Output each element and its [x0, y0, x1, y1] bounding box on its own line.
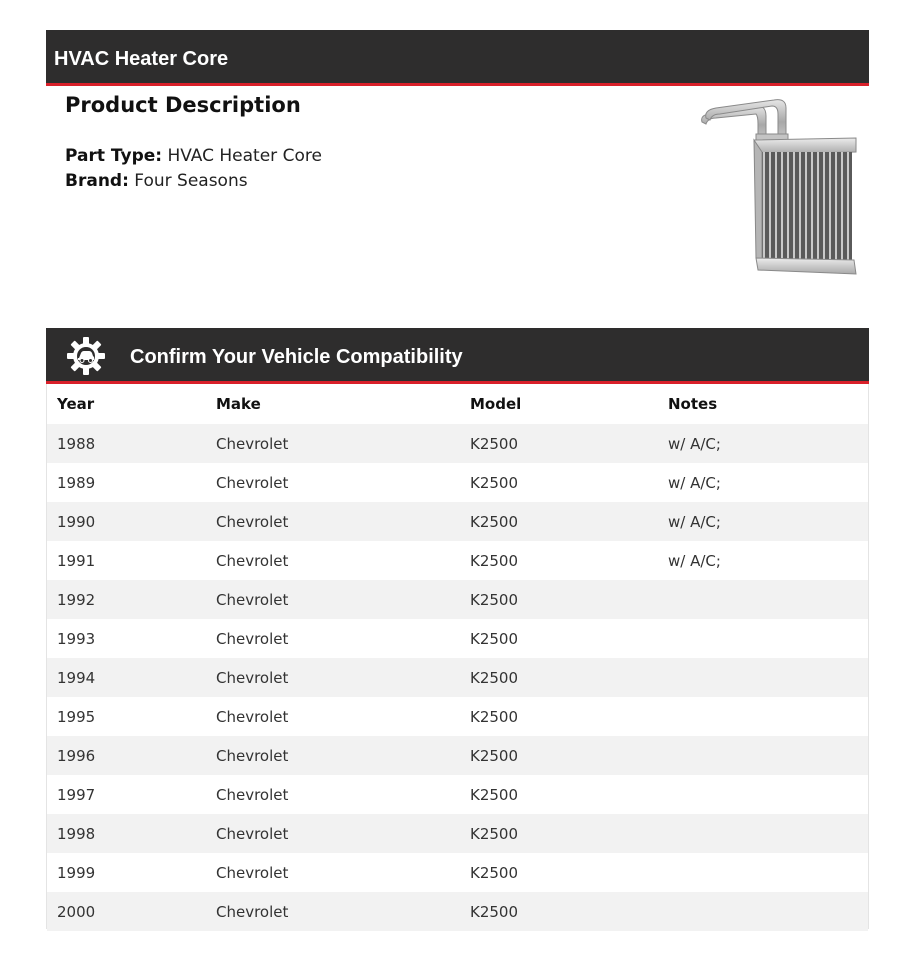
cell-year: 1995: [57, 707, 96, 726]
table-row: [47, 424, 868, 463]
cell-year: 1993: [57, 629, 96, 648]
column-header-model: Model: [470, 395, 522, 413]
cell-year: 2000: [57, 902, 96, 921]
table-header-row: [47, 384, 868, 424]
table-row: [47, 853, 868, 892]
cell-notes: [658, 697, 868, 736]
compatibility-bar: [46, 328, 869, 384]
cell-model: K2500: [470, 707, 519, 726]
cell-year: 1989: [57, 473, 96, 492]
cell-model: K2500: [470, 629, 519, 648]
table-row: [47, 736, 868, 775]
cell-notes: [658, 619, 868, 658]
column-header-year: Year: [57, 395, 95, 413]
cell-model: K2500: [470, 863, 519, 882]
cell-model: K2500: [470, 785, 519, 804]
page-title: HVAC Heater Core: [54, 48, 229, 70]
cell-year: 1998: [57, 824, 96, 843]
column-header-make: Make: [216, 395, 261, 413]
cell-make: Chevrolet: [216, 551, 289, 570]
cell-make: Chevrolet: [216, 863, 289, 882]
cell-model: K2500: [470, 746, 519, 765]
cell-year: 1999: [57, 863, 96, 882]
cell-year: 1997: [57, 785, 96, 804]
cell-model: K2500: [470, 434, 519, 453]
heater-core-image: [696, 94, 858, 284]
compatibility-table: [46, 384, 869, 929]
cell-make: Chevrolet: [216, 902, 289, 921]
cell-make: Chevrolet: [216, 590, 289, 609]
cell-make: Chevrolet: [216, 512, 289, 531]
table-row: [47, 619, 868, 658]
cell-year: 1990: [57, 512, 96, 531]
table-row: [47, 463, 868, 502]
cell-year: 1992: [57, 590, 96, 609]
brand-label: Brand:: [65, 171, 129, 191]
column-header-notes: Notes: [668, 395, 718, 413]
gear-car-icon: [66, 336, 106, 376]
cell-make: Chevrolet: [216, 707, 289, 726]
cell-make: Chevrolet: [216, 746, 289, 765]
description-heading: Product Description: [65, 93, 301, 117]
cell-year: 1994: [57, 668, 96, 687]
table-row: [47, 775, 868, 814]
table-row: [47, 658, 868, 697]
cell-model: K2500: [470, 824, 519, 843]
cell-model: K2500: [470, 902, 519, 921]
cell-notes: w/ A/C;: [668, 434, 721, 453]
cell-notes: [658, 658, 868, 697]
cell-year: 1996: [57, 746, 96, 765]
cell-model: K2500: [470, 473, 519, 492]
brand-row: [65, 171, 248, 191]
table-row: [47, 697, 868, 736]
cell-model: K2500: [470, 668, 519, 687]
cell-notes: [658, 892, 868, 931]
part-type-value: HVAC Heater Core: [167, 146, 322, 166]
cell-notes: w/ A/C;: [668, 473, 721, 492]
cell-notes: [658, 775, 868, 814]
table-row: [47, 814, 868, 853]
cell-make: Chevrolet: [216, 434, 289, 453]
table-row: [47, 541, 868, 580]
table-row: [47, 580, 868, 619]
cell-notes: [658, 853, 868, 892]
table-row: [47, 502, 868, 541]
cell-year: 1988: [57, 434, 96, 453]
cell-notes: [658, 814, 868, 853]
cell-make: Chevrolet: [216, 668, 289, 687]
cell-make: Chevrolet: [216, 785, 289, 804]
brand-value: Four Seasons: [134, 171, 248, 191]
title-bar: [46, 30, 869, 86]
cell-make: Chevrolet: [216, 629, 289, 648]
cell-model: K2500: [470, 551, 519, 570]
cell-model: K2500: [470, 590, 519, 609]
cell-notes: [658, 736, 868, 775]
cell-notes: w/ A/C;: [668, 551, 721, 570]
cell-notes: w/ A/C;: [668, 512, 721, 531]
cell-model: K2500: [470, 512, 519, 531]
part-type-label: Part Type:: [65, 146, 163, 166]
table-row: [47, 892, 868, 931]
cell-make: Chevrolet: [216, 473, 289, 492]
cell-year: 1991: [57, 551, 96, 570]
compatibility-title: Confirm Your Vehicle Compatibility: [130, 346, 463, 368]
cell-notes: [658, 580, 868, 619]
cell-make: Chevrolet: [216, 824, 289, 843]
part-type-row: [65, 146, 322, 166]
